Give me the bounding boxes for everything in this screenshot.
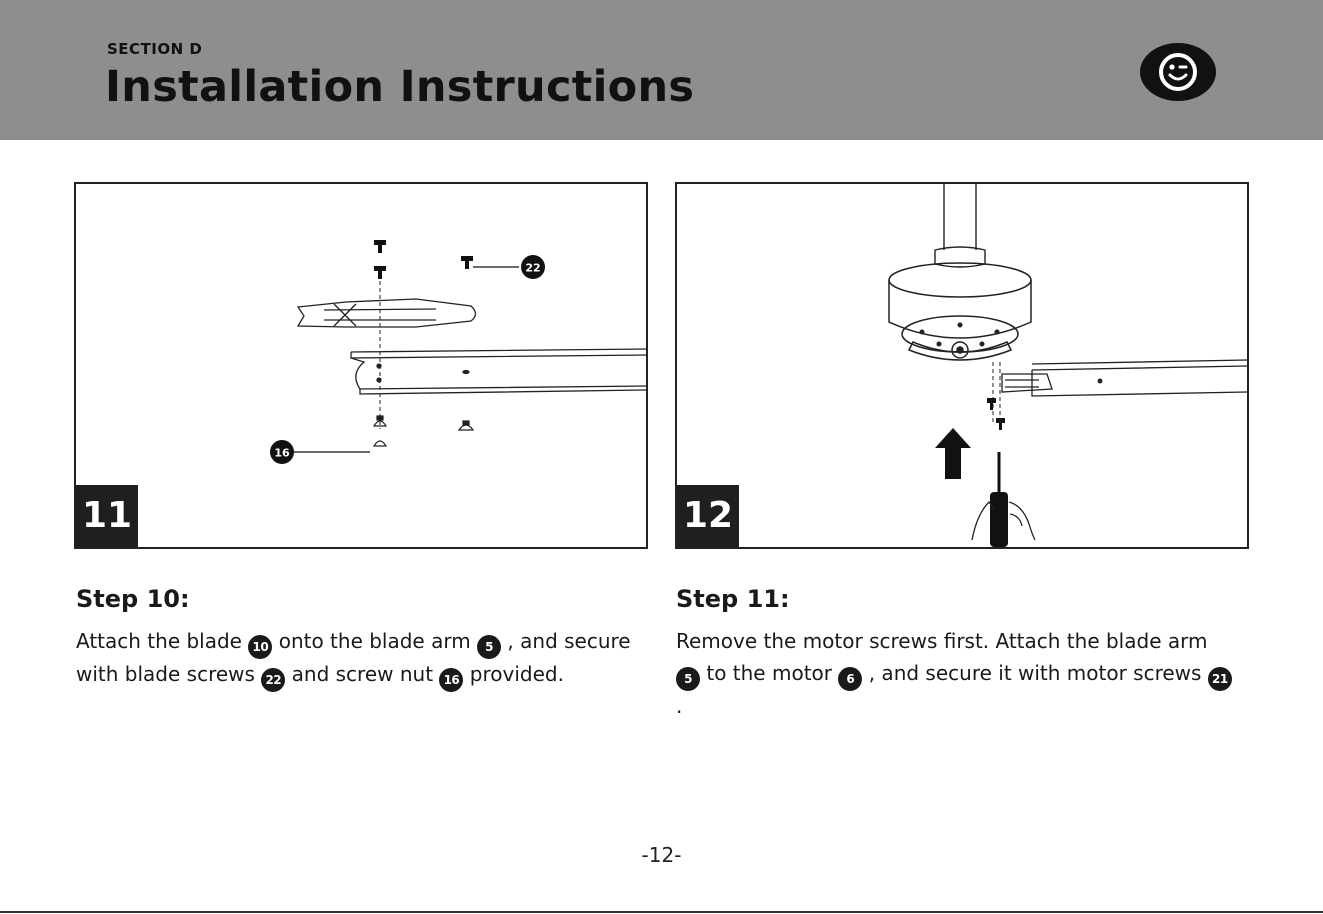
part-ref-badge: 5 (477, 635, 501, 659)
bottom-divider (0, 911, 1323, 913)
step-10-heading: Step 10: (76, 585, 190, 613)
page-number: -12- (641, 843, 682, 867)
section-label: SECTION D (107, 40, 203, 58)
instruction-text: . (676, 693, 683, 718)
instruction-text: and screw nut (285, 662, 440, 686)
step-11-illustration (74, 182, 648, 549)
step-10-instructions (76, 626, 651, 692)
step-badge: 12 (677, 485, 739, 547)
screw-nut-icon (374, 416, 473, 446)
callout-22 (521, 255, 545, 279)
part-ref-badge: 5 (676, 667, 700, 691)
winking-smiley-icon (1139, 42, 1217, 102)
downrod-part (935, 184, 985, 267)
motor-housing-part (889, 263, 1031, 360)
callout-16-label: 16 (274, 446, 290, 460)
blade-arm-part (298, 299, 476, 327)
part-ref-badge: 22 (261, 668, 285, 692)
instruction-text: onto the blade arm (272, 629, 478, 653)
part-ref-badge: 21 (1208, 667, 1232, 691)
blade-with-arm-part (1002, 360, 1247, 396)
fan-blade-part (351, 349, 646, 394)
instruction-text: to the motor (700, 660, 839, 685)
part-ref-badge: 16 (439, 668, 463, 692)
instruction-text: Remove the motor screws first. Attach the blade arm (676, 629, 1208, 653)
part-ref-badge: 10 (248, 635, 272, 659)
instruction-text: , and secure it with motor screws (862, 660, 1208, 685)
callout-16 (270, 440, 294, 464)
step-12-illustration (675, 182, 1249, 549)
screwdriver-icon (990, 452, 1008, 547)
instruction-text: provided. (463, 662, 564, 686)
step-11-heading: Step 11: (676, 585, 790, 613)
blade-assembly-diagram (76, 184, 646, 547)
up-arrow-icon (935, 428, 971, 479)
step-11-instructions (676, 626, 1236, 722)
step-badge: 11 (76, 485, 138, 547)
motor-mounting-diagram (677, 184, 1247, 547)
header-banner (0, 0, 1323, 140)
motor-screw-icon (987, 398, 1005, 430)
instruction-text: Attach the blade (76, 629, 249, 653)
page-title: Installation Instructions (105, 62, 695, 112)
part-ref-badge: 6 (838, 667, 862, 691)
callout-22-label: 22 (525, 261, 541, 275)
blade-screw-icon (374, 240, 473, 279)
instruction-text: , and secure with blade screws (76, 629, 631, 686)
